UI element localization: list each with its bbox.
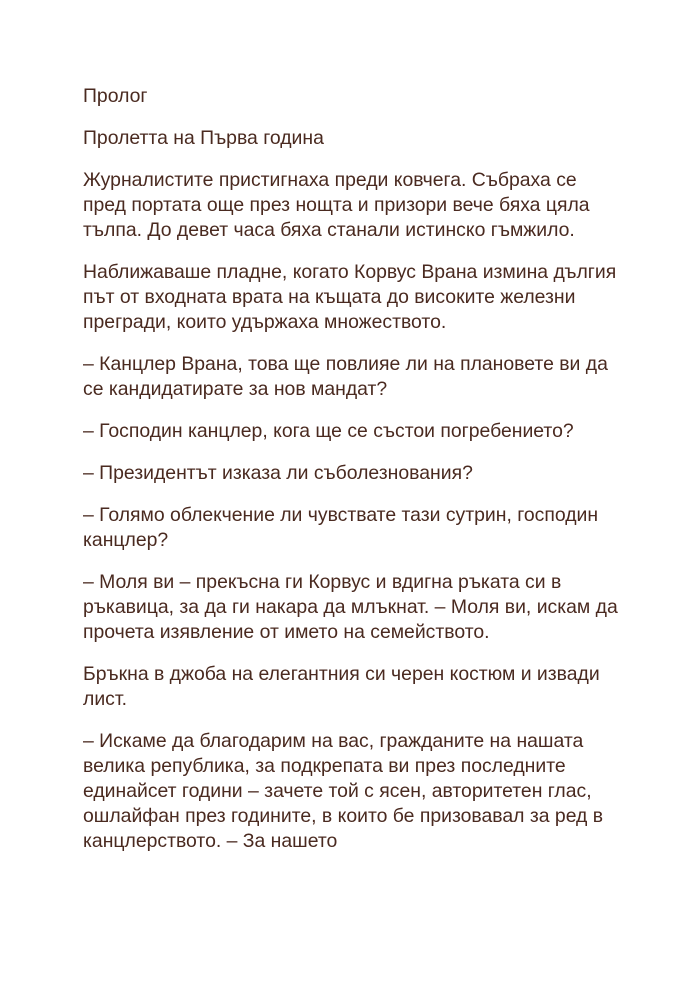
chapter-title: Пролог <box>83 85 148 107</box>
chapter-subtitle: Пролетта на Първа година <box>83 127 324 149</box>
paragraph-9: – Искаме да благодарим на вас, гражданите на нашата велика република, за подкрепата ви през последните единайсет години – зачете той с ясен, авторитетен глас, ошлайфан през годините, в които бе призовавал за ред в канцлерството. – За нашето <box>83 730 604 852</box>
paragraph-2: Наближаваше пладне, когато Корвус Врана измина дългия път от входната врата на къщата до високите железни прегради, които удържаха множеството. <box>83 261 617 333</box>
page-text <box>83 84 620 854</box>
paragraph-7: – Моля ви – прекъсна ги Корвус и вдигна ръката си в ръкавица, за да ги накара да млъкнат. – Моля ви, искам да прочета изявление от името на семейството. <box>83 571 618 643</box>
paragraph-3: – Канцлер Врана, това ще повлияе ли на плановете ви да се кандидатирате за нов мандат? <box>83 353 608 400</box>
paragraph-8: Бръкна в джоба на елегантния си черен костюм и извади лист. <box>83 663 600 710</box>
paragraph-5: – Президентът изказа ли съболезнования? <box>83 462 473 484</box>
paragraph-1: Журналистите пристигнаха преди ковчега. Събраха се пред портата още през нощта и призори вече бяха цяла тълпа. До девет часа бяха станали истинско гъмжило. <box>83 169 590 241</box>
paragraph-6: – Голямо облекчение ли чувствате тази сутрин, господин канцлер? <box>83 504 599 551</box>
paragraph-4: – Господин канцлер, кога ще се състои погребението? <box>83 420 574 442</box>
